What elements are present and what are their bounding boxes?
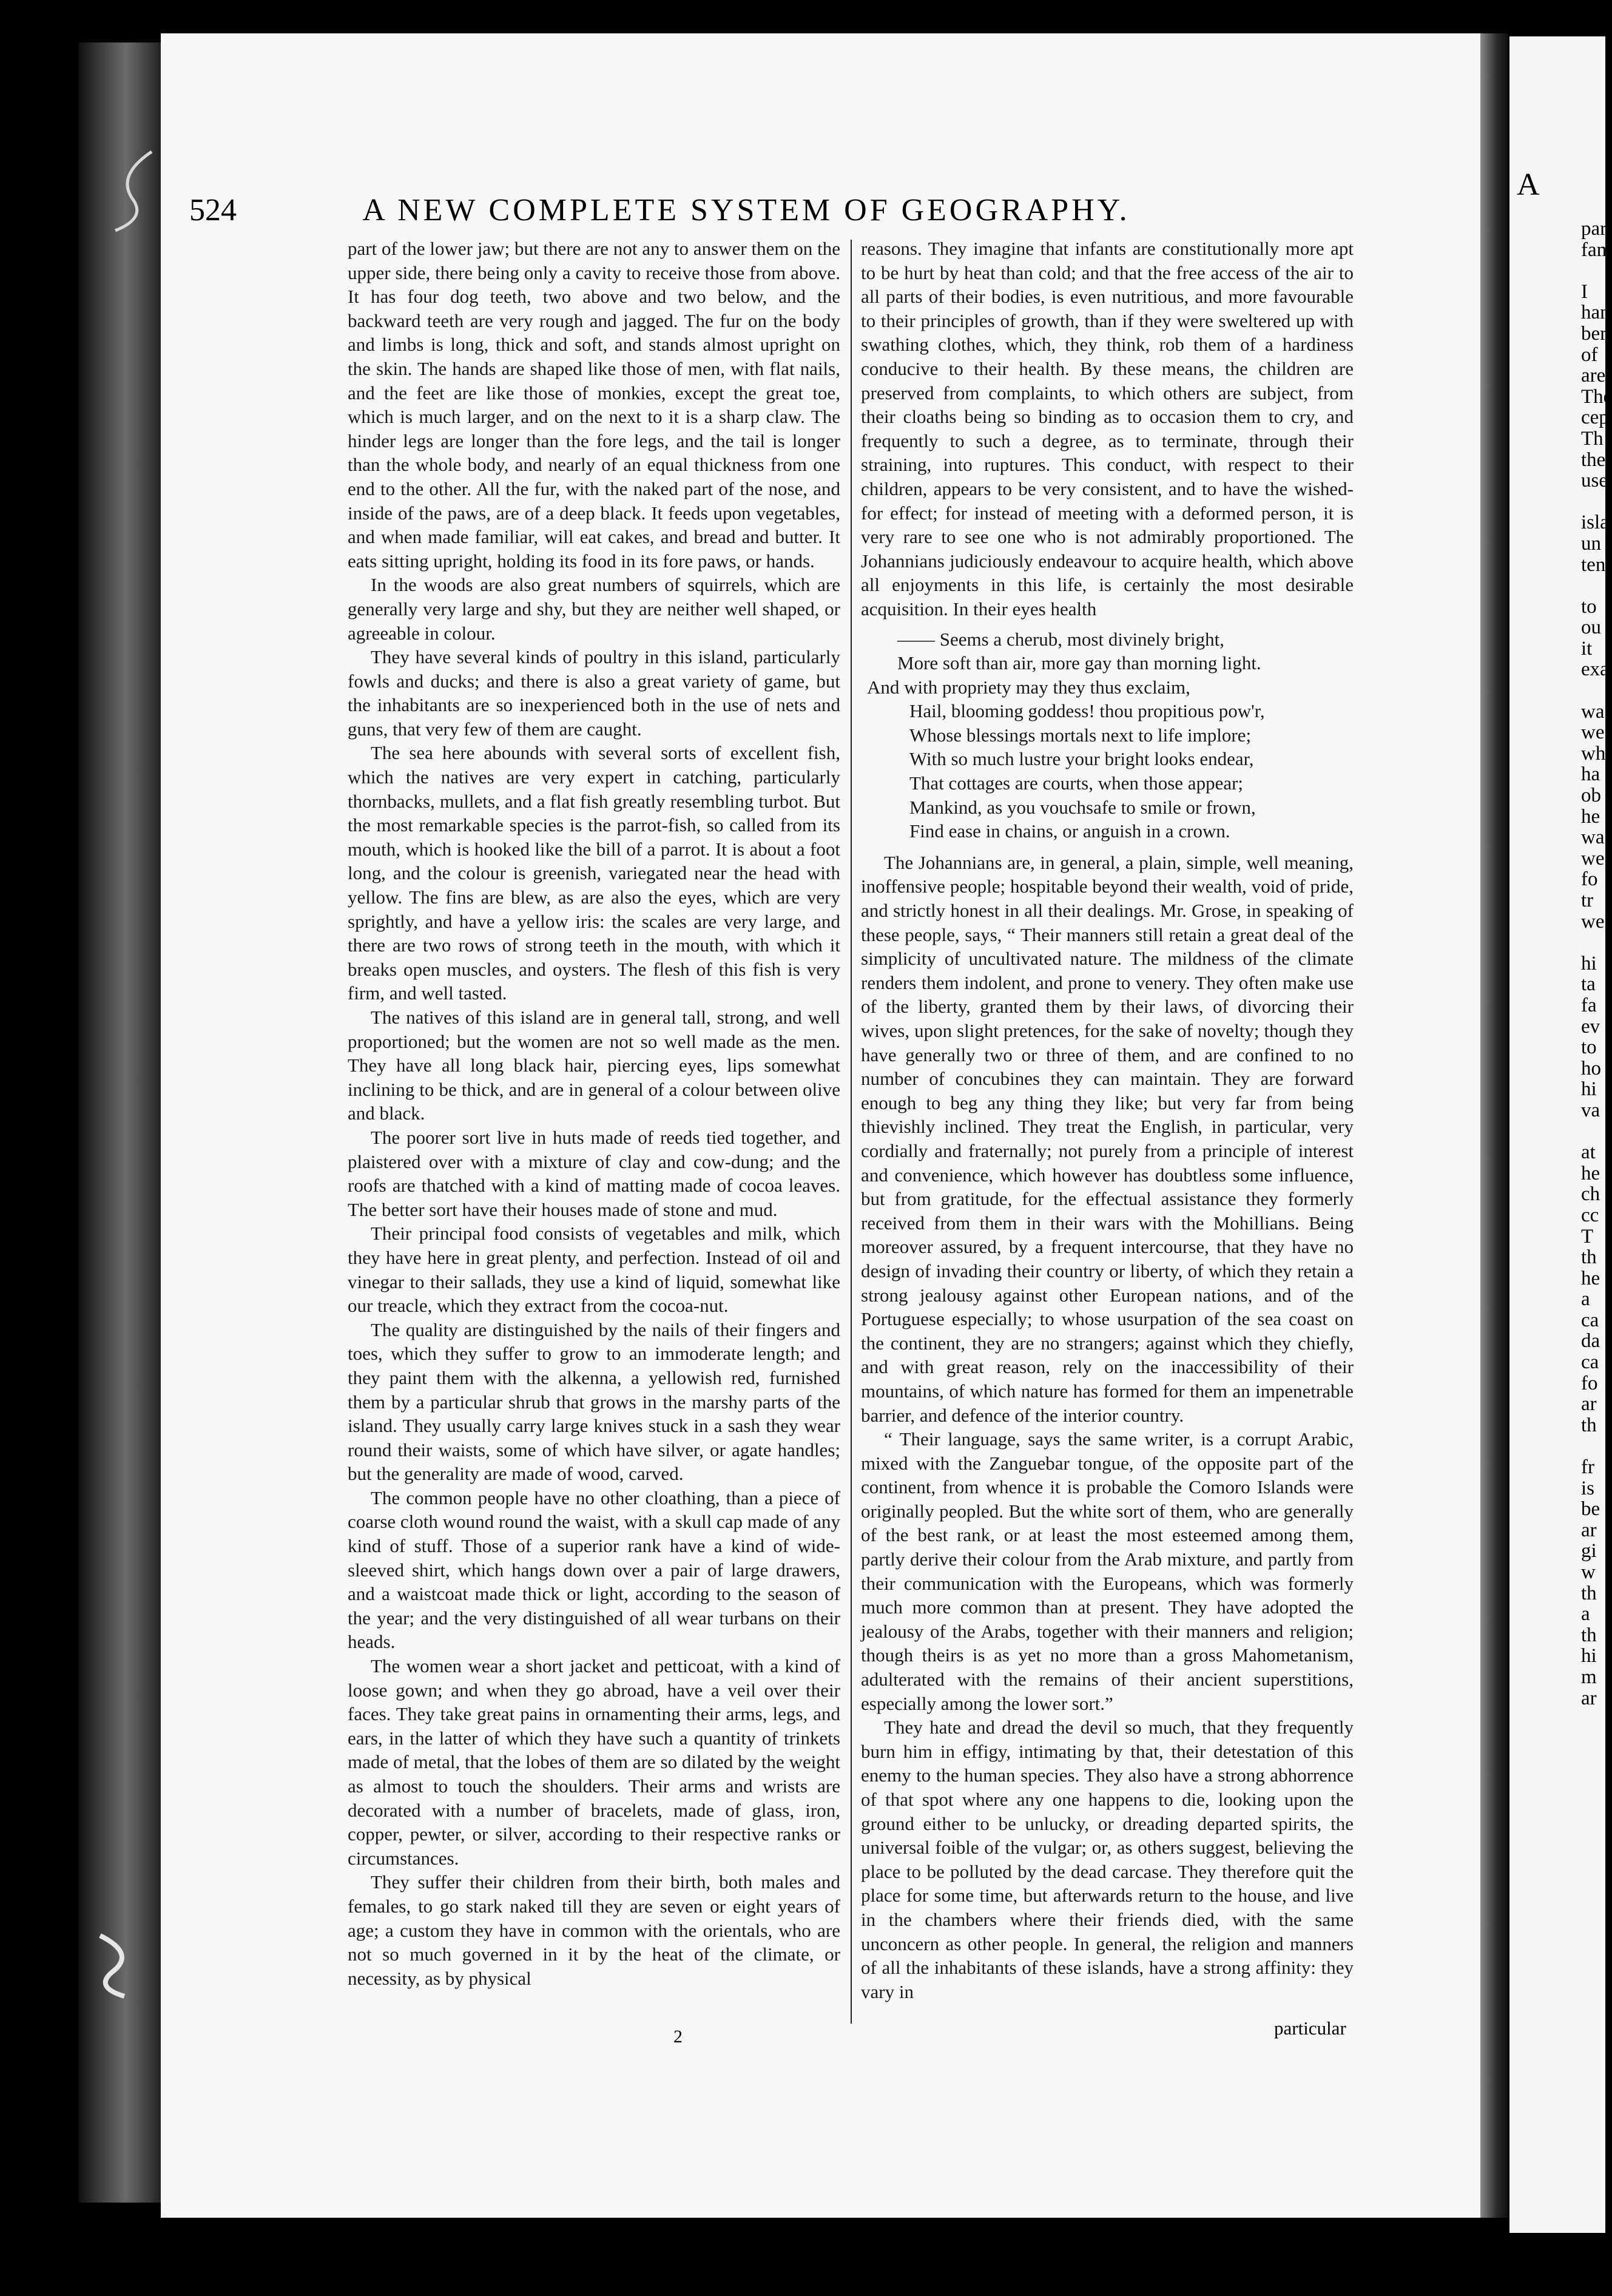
paragraph: The sea here abounds with several sorts of excellent fish, which the natives are very expert in catching, particularly thornbacks, mullets, and a flat fish greatly resembling turbot. But the most remarkable species is the parrot-fish, so called from its mouth, which is hooked like the bill of a parrot. It is about a foot long, and the colour is greenish, variegated near the head with yellow. The fins are blew, as are also the eyes, which are very sprightly, and have a yellow iris: the scales are very large, and there are two rows of strong teeth in the mouth, with which it breaks open muscles, and oysters. The flesh of this fish is very firm, and well tasted. bbox=[348, 742, 840, 1004]
facing-page-fragment: va bbox=[1581, 1099, 1600, 1121]
facing-page-fragment: tr bbox=[1581, 890, 1594, 911]
facing-page-fragment: cc bbox=[1581, 1204, 1599, 1226]
page-number: 524 bbox=[189, 193, 237, 228]
facing-page-fragment: of bbox=[1581, 343, 1598, 366]
facing-page-fragment: to bbox=[1581, 595, 1597, 618]
facing-page-fragment bbox=[1581, 680, 1612, 701]
facing-page-fragment: a bbox=[1581, 1603, 1590, 1626]
paragraph: The quality are distinguished by the nails of their fingers and toes, which they suffer to grow to an immoderate length; and they paint them with the alkenna, a yellowish red, furnished them by a particular shrub that grows in the marshy parts of the island. They usually carry large knives stuck in a sash they wear round their waists, some of which have silver, or agate handles; but the generality are made of wood, carved. bbox=[348, 1319, 840, 1485]
facing-page-fragment bbox=[1581, 260, 1612, 282]
facing-page-fragment: we bbox=[1581, 721, 1605, 744]
facing-page-fragment: at bbox=[1581, 1141, 1596, 1164]
facing-page-fragment: he bbox=[1581, 805, 1600, 828]
facing-page-fragment: ev bbox=[1581, 1015, 1600, 1038]
facing-page-fragment: un bbox=[1581, 532, 1601, 555]
facing-page-fragment: hi bbox=[1581, 952, 1597, 974]
facing-page-fragment: w bbox=[1581, 1561, 1596, 1583]
facing-page-fragment: fa bbox=[1581, 994, 1597, 1016]
facing-page-fragment: ca bbox=[1581, 1351, 1599, 1374]
paragraph: They hate and dread the devil so much, that they frequently burn him in effigy, intimating by that, their detestation of this enemy to the human species. They also have a strong abhorrence of that spot where any one happens to die, looking upon the ground either to be unlucky, or dreading departed spirits, the universal foible of the vulgar; or, as others suggest, believing the place to be polluted by the dead carcase. They therefore quit the place for some time, but afterwards return to the house, and live in the chambers where their friends died, with the same unconcern as other people. In general, the religion and manners of all the inhabitants of these islands, have a strong affinity: they vary in bbox=[861, 1717, 1354, 2002]
facing-page-fragment: is bbox=[1581, 1477, 1595, 1499]
facing-page-fragment bbox=[1581, 932, 1612, 953]
verse-line: With so much lustre your bright looks endear, bbox=[909, 748, 1254, 770]
verse-line: —— Seems a cherub, most divinely bright, bbox=[897, 628, 1224, 650]
signature-mark: 2 bbox=[673, 2027, 683, 2047]
verse-line: Hail, blooming goddess! thou propitious pow'r, bbox=[909, 700, 1265, 722]
book-binding-gutter bbox=[79, 42, 164, 2203]
verse-line: More soft than air, more gay than morning light. bbox=[897, 652, 1261, 674]
facing-page-fragment bbox=[1581, 1121, 1612, 1143]
facing-page-fragment: ou bbox=[1581, 616, 1601, 639]
facing-page-fragment: Th bbox=[1581, 427, 1604, 450]
facing-page-fragment: ch bbox=[1581, 1183, 1600, 1206]
facing-page-fragment: fo bbox=[1581, 868, 1598, 891]
facing-page-fragment: isla bbox=[1581, 512, 1609, 534]
facing-page-fragment: ob bbox=[1581, 785, 1601, 807]
facing-page-fragment: he bbox=[1581, 1162, 1600, 1184]
paragraph: They have several kinds of poultry in this island, particularly fowls and ducks; and there is also a great variety of game, but the inhabitants are so inexperienced both in the use of nets and guns, that very few of them are caught. bbox=[348, 646, 840, 740]
verse-line: Find ease in chains, or anguish in a crown. bbox=[909, 820, 1230, 842]
facing-page-fragment: he bbox=[1581, 1267, 1600, 1289]
facing-page-fragment: fr bbox=[1581, 1456, 1594, 1479]
facing-page-fragment: da bbox=[1581, 1330, 1600, 1352]
facing-page bbox=[1509, 36, 1612, 2233]
facing-page-fragment: fo bbox=[1581, 1372, 1598, 1394]
paragraph: The Johannians are, in general, a plain, simple, well meaning, inoffensive people; hospitable beyond their wealth, void of pride, and strictly honest in all their dealings. Mr. Grose, in speaking of these people, says, “ Their manners still retain a great deal of the simplicity of uncultivated nature. The mildness of the climate renders them indolent, and prone to venery. They often make use of the liberty, granted them by their laws, of divorcing their wives, upon slight pretences, for the sake of novelty; though they have generally two or three of them, and are confined to no number of concubines they can maintain. They are forward enough to beg any thing they like; but very far from being thievishly inclined. They treat the English, in particular, very cordially and fraternally; not purely from a principle of interest and convenience, which however has doubtless some influence, but from gratitude, for the effectual assistance they formerly received from them in their wars with the Mohillians. Being moreover assured, by a frequent intercourse, that they have no design of invading their country or liberty, of which they retain a strong jealousy against other European nations, and of the Portuguese especially; to whose usurpation of the sea coast on the continent, they are no strangers; against which they chiefly, and with great reason, rely on the inaccessibility of their mountains, of which nature has formed for them an impenetrable barrier, and defence of the interior country. bbox=[861, 851, 1354, 1426]
verse-quotation bbox=[861, 627, 1354, 843]
page-edge-shadow bbox=[1480, 33, 1508, 2218]
facing-page-fragment: th bbox=[1581, 1624, 1597, 1646]
facing-page-fragment: ta bbox=[1581, 973, 1596, 996]
facing-page-fragment: I bbox=[1581, 280, 1588, 303]
facing-page-fragment: ho bbox=[1581, 1057, 1601, 1079]
paragraph: The common people have no other cloathing, than a piece of coarse cloth wound round the waist, with a skull cap made of any kind of stuff. Those of a superior rank have a kind of wide-sleeved shirt, which hangs down over a pair of large drawers, and a waistcoat made thick or light, according to the season of the year; and the very distinguished of all wear turbans on their heads. bbox=[348, 1487, 840, 1653]
facing-page-fragment: fam bbox=[1581, 238, 1612, 261]
paragraph: Their principal food consists of vegetables and milk, which they have here in great plenty, and perfection. Instead of oil and vinegar to their sallads, they use a kind of liquid, somewhat like our treacle, which they extract from the cocoa-nut. bbox=[348, 1223, 840, 1317]
catchword: particular bbox=[1274, 2017, 1346, 2039]
facing-page-fragment: ha bbox=[1581, 763, 1600, 786]
verse-line: Mankind, as you vouchsafe to smile or frown, bbox=[909, 796, 1256, 818]
facing-page-fragment: hi bbox=[1581, 1078, 1597, 1101]
facing-page-fragment: we bbox=[1581, 910, 1605, 933]
paragraph: The natives of this island are in general tall, strong, and well proportioned; but the women are not so well made as the men. They have all long black hair, piercing eyes, lips somewhat inclining to be thick, and are in general of a colour between olive and black. bbox=[348, 1007, 840, 1124]
paragraph: In the woods are also great numbers of squirrels, which are generally very large and shy, but they are neither well shaped, or agreeable in colour. bbox=[348, 574, 840, 644]
facing-page-fragment: hi bbox=[1581, 1645, 1597, 1667]
facing-page-fragment: ca bbox=[1581, 1309, 1599, 1331]
facing-page-fragment: par bbox=[1581, 218, 1607, 240]
facing-page-fragment: han bbox=[1581, 302, 1610, 324]
facing-page-fragment: cep bbox=[1581, 407, 1609, 429]
facing-page-fragment: we bbox=[1581, 847, 1605, 869]
running-head bbox=[0, 192, 1304, 228]
facing-page-fragment: ten bbox=[1581, 553, 1606, 576]
facing-page-header: A bbox=[1517, 167, 1542, 202]
paper-tear-mark bbox=[88, 1930, 149, 2002]
facing-page-fragment: be bbox=[1581, 1498, 1600, 1521]
column-rule bbox=[851, 240, 852, 2024]
right-column bbox=[861, 237, 1354, 2004]
paragraph: “ Their language, says the same writer, is a corrupt Arabic, mixed with the Zanguebar tongue, of the opposite part of the continent, from whence it is probable the Comoro Islands were originally peopled. But the white sort of them, who are generally of the best rank, or at least the most esteemed among them, partly derive their colour from the Arab mixture, and partly from their communication with the Europeans, which was formerly much more common than at present. They have adopted the jealousy of the Arabs, together with their manners and religion; though theirs is as yet no more than a gross Mahometanism, adulterated with the remains of their ancient superstitions, especially among the lower sort.” bbox=[861, 1428, 1354, 1714]
facing-page-fragment: wa bbox=[1581, 826, 1605, 849]
verse-line: That cottages are courts, when those appear; bbox=[909, 772, 1244, 794]
facing-page-text-fragments bbox=[1581, 218, 1612, 1709]
facing-page-fragment: the bbox=[1581, 448, 1606, 471]
facing-page-fragment: th bbox=[1581, 1246, 1597, 1269]
facing-page-fragment: m bbox=[1581, 1666, 1597, 1688]
verse-line: Whose blessings mortals next to life implore; bbox=[909, 724, 1252, 746]
facing-page-fragment: ber bbox=[1581, 322, 1607, 345]
facing-page-fragment: use bbox=[1581, 470, 1608, 492]
verse-line: And with propriety may they thus exclaim, bbox=[867, 676, 1190, 698]
facing-page-fragment: are bbox=[1581, 365, 1606, 387]
facing-page-fragment: The bbox=[1581, 385, 1612, 408]
facing-page-fragment: T bbox=[1581, 1225, 1594, 1248]
facing-page-fragment: exa bbox=[1581, 658, 1609, 681]
paragraph: The women wear a short jacket and petticoat, with a kind of loose gown; and when they go abroad, have a veil over their faces. They take great pains in ornamenting their arms, legs, and ears, in the latter of which they have such a quantity of trinkets made of metal, that the lobes of them are so dilated by the weight as almost to touch the shoulders. Their arms and wrists are decorated with a number of bracelets, made of glass, iron, copper, pewter, or silver, according to their respective ranks or circumstances. bbox=[348, 1655, 840, 1869]
facing-page-fragment: ar bbox=[1581, 1687, 1597, 1709]
facing-page-fragment: th bbox=[1581, 1582, 1597, 1604]
left-column bbox=[348, 237, 840, 1990]
facing-page-fragment: to bbox=[1581, 1036, 1597, 1059]
facing-page-fragment: ar bbox=[1581, 1519, 1597, 1541]
facing-page-fragment bbox=[1581, 575, 1612, 596]
facing-page-fragment: wa bbox=[1581, 700, 1605, 723]
page-title: A NEW COMPLETE SYSTEM OF GEOGRAPHY. bbox=[362, 193, 1130, 228]
facing-page-fragment bbox=[1581, 491, 1612, 513]
facing-page-fragment bbox=[1581, 1436, 1612, 1457]
facing-page-fragment: a bbox=[1581, 1288, 1590, 1311]
facing-page-fragment: ar bbox=[1581, 1393, 1597, 1416]
paragraph: reasons. They imagine that infants are constitutionally more apt to be hurt by heat than cold; and that the free access of the air to all parts of their bodies, is even nutritious, and more favourable to their principles of growth, than if they were sweltered up with swathing clothes, which, they think, rob them of a hardiness conducive to their health. By these means, the children are preserved from complaints, to which others are subject, from their cloaths being so binding as to occasion them to cry, and frequently to such a degree, as to terminate, through their straining, into ruptures. This conduct, with respect to their children, appears to be very consistent, and to have the wished-for effect; for instead of meeting with a deformed person, it is very rare to see one who is not admirably proportioned. The Johannians judiciously endeavour to acquire health, which above all enjoyments in this life, is certainly the most desirable acquisition. In their eyes health bbox=[861, 238, 1354, 620]
paragraph: part of the lower jaw; but there are not any to answer them on the upper side, there being only a cavity to receive those from above. It has four dog teeth, two above and two below, and the backward teeth are very rough and jagged. The fur on the body and limbs is long, thick and soft, and stands almost upright on the skin. The hands are shaped like those of men, with flat nails, and the feet are like those of monkies, except the great toe, which is much larger, and on the next to it is a sharp claw. The hinder legs are longer than the fore legs, and the tail is longer than the whole body, and nearly of an equal thickness from one end to the other. All the fur, with the naked part of the nose, and inside of the paws, are of a deep black. It feeds upon vegetables, and when made familiar, will eat cakes, and bread and butter. It eats sitting upright, holding its food in its fore paws, or hands. bbox=[348, 238, 840, 572]
facing-page-fragment: gi bbox=[1581, 1540, 1597, 1562]
paragraph: The poorer sort live in huts made of reeds tied together, and plaistered over with a mixture of clay and cow-dung; and the roofs are thatched with a kind of matting made of cocoa leaves. The better sort have their houses made of stone and mud. bbox=[348, 1126, 840, 1220]
paragraph: They suffer their children from their birth, both males and females, to go stark naked till they are seven or eight years of age; a custom they have in common with the orientals, who are not so much governed in it by the heat of the climate, or necessity, as by physical bbox=[348, 1871, 840, 1989]
facing-page-fragment: th bbox=[1581, 1414, 1597, 1436]
facing-page-fragment: wh bbox=[1581, 742, 1606, 765]
facing-page-fragment: it bbox=[1581, 637, 1593, 660]
